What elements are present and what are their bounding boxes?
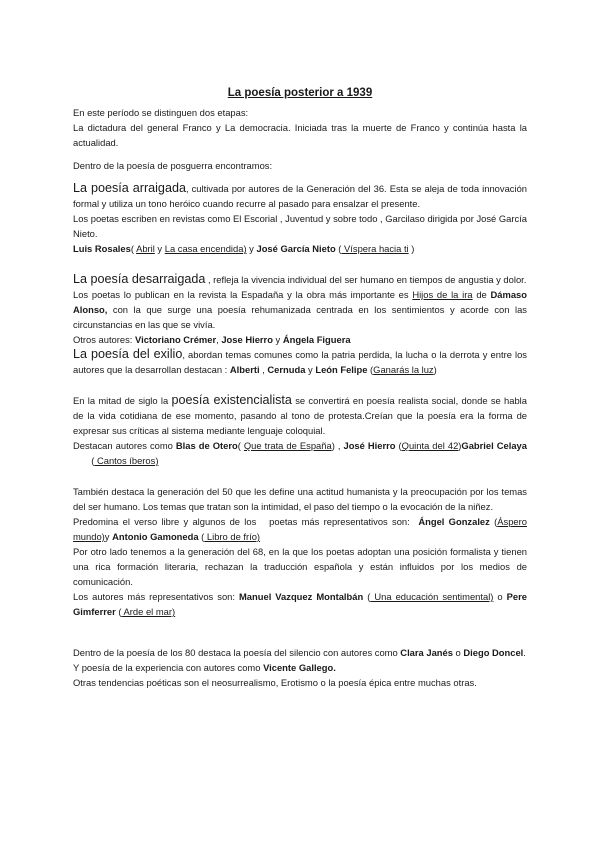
author-name: Vicente Gallego.	[263, 662, 336, 673]
work-title: Víspera hacia ti	[341, 243, 409, 254]
arraigada-paragraph: La poesía arraigada, cultivada por autores de la Generación del 36. Esta se aleja de toda innovación formal y utiliza un tono heróico cuando recurre al pasado para ensalzar el presente.	[73, 181, 527, 209]
arraigada-magazines: Los poetas escriben en revistas como El Escorial , Juventud y sobre todo , Garcilaso dirigida por José García Nieto.	[73, 213, 527, 239]
otras-tendencias: Otras tendencias poéticas son el neosurrealismo, Erotismo o la poesía épica entre muchas otras.	[73, 677, 477, 688]
author-name: Clara Janés	[400, 647, 453, 658]
posguerra-intro: Dentro de la poesía de posguerra encontramos:	[73, 160, 273, 171]
intro-line: En este período se distinguen dos etapas:	[73, 107, 249, 118]
work-title: Áspero mundo)	[73, 516, 527, 542]
page-title: La poesía posterior a 1939	[227, 87, 373, 99]
author-name: Diego Doncel	[463, 647, 524, 658]
author-name: Manuel Vazquez Montalbán	[239, 591, 364, 602]
author-name: Ángela Figuera	[282, 334, 351, 345]
author-name: Victoriano Crémer	[135, 334, 217, 345]
work-title: Una educación sentimental)	[370, 591, 494, 602]
ochenta-paragraph: Dentro de la poesía de los 80 destaca la poesía del silencio con autores como Clara Janés o Diego Doncel.	[73, 647, 526, 658]
author-name: Antonio Gamoneda	[112, 531, 199, 542]
work-title: Que trata de España	[243, 440, 332, 451]
work-title: La casa encendida)	[164, 243, 247, 254]
work-title: Abril	[136, 243, 155, 254]
gen50-authors: Predomina el verso libre y algunos de los poetas más representativos son: Ángel Gonzalez (Áspero mundo)y Antonio Gamoneda ( Libro de frío)	[73, 516, 527, 542]
author-name: León Felipe	[315, 364, 368, 375]
gen68-authors: Los autores más representativos son: Manuel Vazquez Montalbán ( Una educación sentimental) o Pere Gimferrer ( Arde el mar)	[73, 591, 527, 617]
author-name: Blas de Otero	[175, 440, 238, 451]
author-name: José Hierro	[343, 440, 396, 451]
author-name: Alberti	[229, 364, 260, 375]
work-title: Hijos de la ira	[412, 289, 473, 300]
desarraigada-paragraph: La poesía desarraigada , refleja la vivencia individual del ser humano en tiempos de angustia y dolor.	[73, 272, 527, 286]
desarraigada-detail: Los poetas lo publican en la revista la Espadaña y la obra más importante es Hijos de la ira de Dámaso Alonso, con la que surge una poesía rehumanizada centrada en los sentimientos y acorde con las circunstancias en las que se vivía.	[73, 289, 527, 330]
author-name: Ángel Gonzalez	[418, 516, 490, 527]
experiencia-line: Y poesía de la experiencia con autores como Vicente Gallego.	[73, 662, 336, 673]
work-title: Ganarás la luz	[373, 364, 434, 375]
author-name: José García Nieto	[256, 243, 336, 254]
desarraigada-term: La poesía desarraigada	[73, 272, 206, 286]
work-title: Libro de frío)	[204, 531, 261, 542]
work-title: Quinta del 42	[401, 440, 459, 451]
author-name: Dámaso Alonso,	[73, 289, 527, 315]
work-title: Cantos íberos)	[94, 455, 159, 466]
desarraigada-authors: Otros autores: Victoriano Crémer, Jose Hierro y Ángela Figuera	[73, 334, 351, 345]
author-name: Pere Gimferrer	[73, 591, 527, 617]
arraigada-term: La poesía arraigada	[73, 181, 186, 195]
exilio-paragraph: La poesía del exilio, abordan temas comunes como la patria perdida, la lucha o la derrota y entre los autores que la desarrollan destacan : Alberti , Cernuda y León Felipe (Ganarás la luz)	[73, 347, 527, 375]
gen68-paragraph: Por otro lado tenemos a la generación del 68, en la que los poetas adoptan una posición formalista y tienen una rica formación literaria, rechazan la traducción española y están influidos por los medios de comunicación.	[73, 546, 527, 587]
author-name: Jose Hierro	[221, 334, 273, 345]
existencialista-paragraph: En la mitad de siglo la poesía existencialista se convertirá en poesía realista social, donde se habla de la vida cotidiana de ese momento, pasando al tono de protesta.Creían que la poesía era la forma de expresar sus críticas al sistema mediante lenguaje coloquial.	[73, 393, 527, 436]
intro-stages: La dictadura del general Franco y La democracia. Iniciada tras la muerte de Franco y continúa hasta la actualidad.	[73, 122, 527, 148]
exilio-term: La poesía del exilio	[73, 347, 183, 361]
author-name: Gabriel Celaya	[461, 440, 527, 451]
arraigada-authors: Luis Rosales( Abril y La casa encendida) y José García Nieto ( Víspera hacia ti )	[73, 243, 415, 254]
existencialista-authors: Destacan autores como Blas de Otero( Que trata de España) , José Hierro (Quinta del 42)Gabriel Celaya ( Cantos íberos)	[73, 440, 527, 466]
existencialista-term: poesía existencialista	[171, 393, 292, 407]
work-title: Arde el mar)	[121, 606, 176, 617]
author-name: Luis Rosales	[73, 243, 131, 254]
gen50-paragraph: También destaca la generación del 50 que les define una actitud humanista y la preocupación por los temas del ser humano. Los temas que tratan son la intimidad, el paso del tiempo o la evocación de la niñez.	[73, 486, 527, 512]
author-name: Cernuda	[267, 364, 306, 375]
